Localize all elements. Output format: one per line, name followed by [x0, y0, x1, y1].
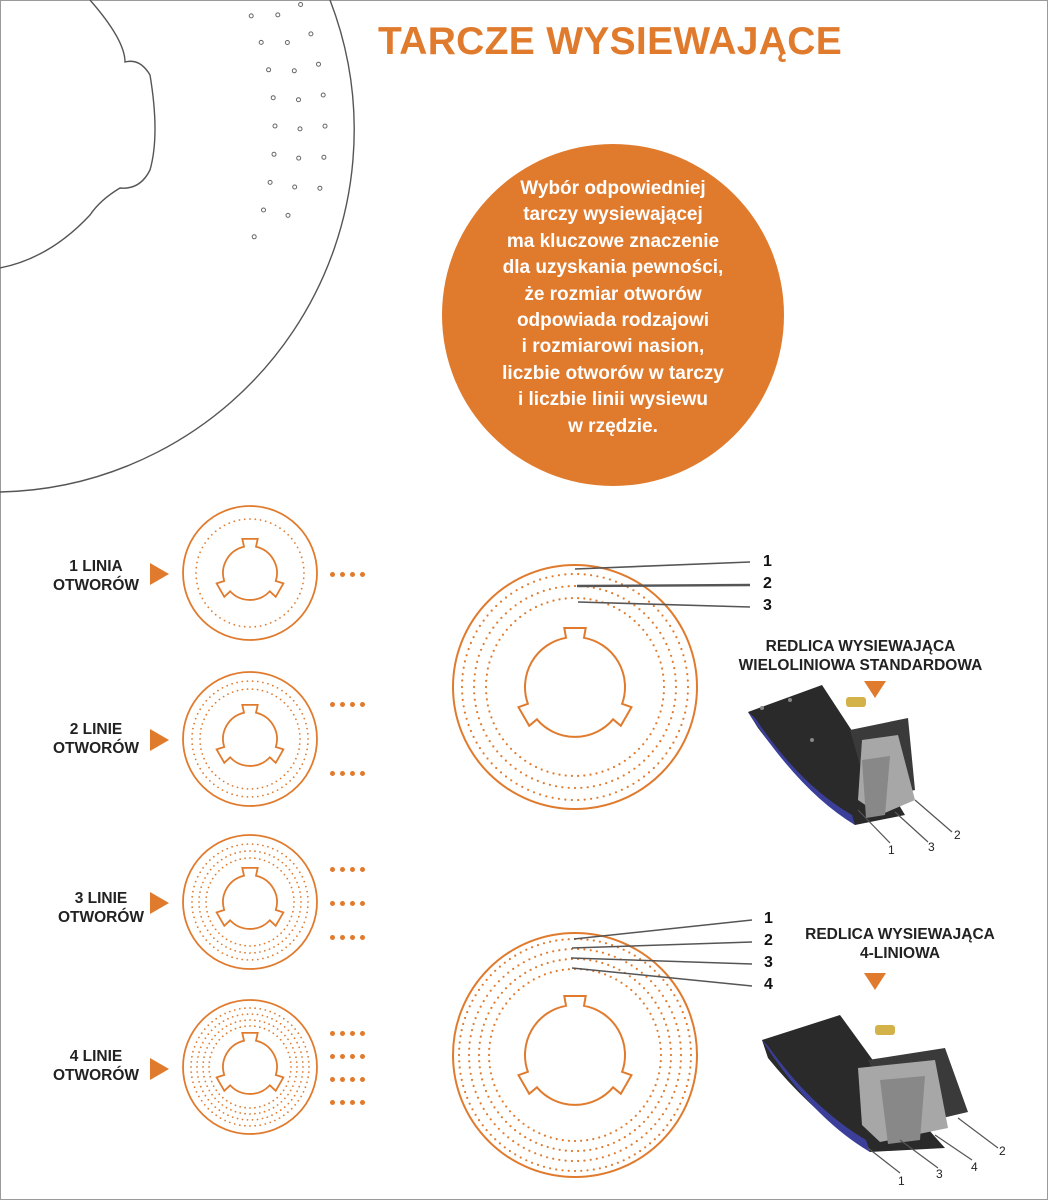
part-label: 3	[928, 840, 935, 854]
info-line: w rzędzie.	[568, 415, 658, 437]
row-label-text: OTWORÓW	[57, 909, 145, 926]
row-label-text: 2 LINIE	[69, 721, 123, 738]
callout-line	[574, 920, 752, 939]
arrow-down-icon	[864, 973, 886, 990]
part-label: 4	[971, 1160, 978, 1174]
info-line: tarczy wysiewającej	[523, 204, 703, 226]
part-label: 2	[999, 1144, 1006, 1158]
callout-line	[572, 942, 752, 948]
callout-number: 3	[763, 597, 772, 614]
part-label: 1	[898, 1174, 905, 1188]
callout-number: 1	[763, 553, 772, 570]
row-label-text: 4 LINIE	[69, 1048, 123, 1065]
part-label: 2	[954, 828, 961, 842]
heading-text: REDLICA WYSIEWAJĄCA	[765, 638, 956, 655]
info-line: Wybór odpowiedniej	[520, 177, 706, 199]
callout-line	[575, 562, 750, 569]
row-label-text: OTWORÓW	[52, 740, 140, 757]
row-label-text: OTWORÓW	[52, 577, 140, 594]
info-line: dla uzyskania pewności,	[502, 257, 724, 279]
part-label: 3	[936, 1167, 943, 1181]
callout-number: 2	[763, 575, 772, 592]
info-line: że rozmiar otworów	[524, 283, 702, 305]
row-label-text: OTWORÓW	[52, 1067, 140, 1084]
part-label: 1	[888, 843, 895, 857]
info-line: liczbie otworów w tarczy	[502, 362, 724, 384]
heading-text: WIELOLINIOWA STANDARDOWA	[738, 657, 983, 674]
callout-number: 4	[764, 976, 773, 993]
callout-number: 1	[764, 910, 773, 927]
page-title: TARCZE WYSIEWAJĄCE	[378, 20, 843, 63]
small-seed-discs	[183, 506, 317, 1134]
standard-coulter-heading	[718, 637, 1003, 675]
callout-line	[577, 585, 750, 586]
info-line: odpowiada rodzajowi	[516, 310, 710, 331]
arrow-down-icon	[864, 681, 886, 698]
info-line: i rozmiarowi nasion,	[521, 336, 705, 358]
row-label-text: 1 LINIA	[69, 558, 123, 575]
heading-text: 4-LINIOWA	[859, 945, 941, 962]
four-line-seed-disc	[453, 933, 697, 1177]
info-line: i liczbie linii wysiewu	[517, 389, 709, 411]
callout-number: 3	[764, 954, 773, 971]
row-label-text: 3 LINIE	[74, 890, 128, 907]
info-line: ma kluczowe znaczenie	[506, 230, 720, 252]
four-line-coulter-heading	[780, 925, 1020, 963]
callout-line	[571, 958, 752, 964]
three-line-seed-disc	[453, 565, 697, 809]
callout-number: 2	[764, 932, 773, 949]
heading-text: REDLICA WYSIEWAJĄCA	[805, 926, 995, 943]
standard-coulter-illustration	[748, 685, 952, 843]
four-line-coulter-illustration	[762, 1015, 998, 1173]
